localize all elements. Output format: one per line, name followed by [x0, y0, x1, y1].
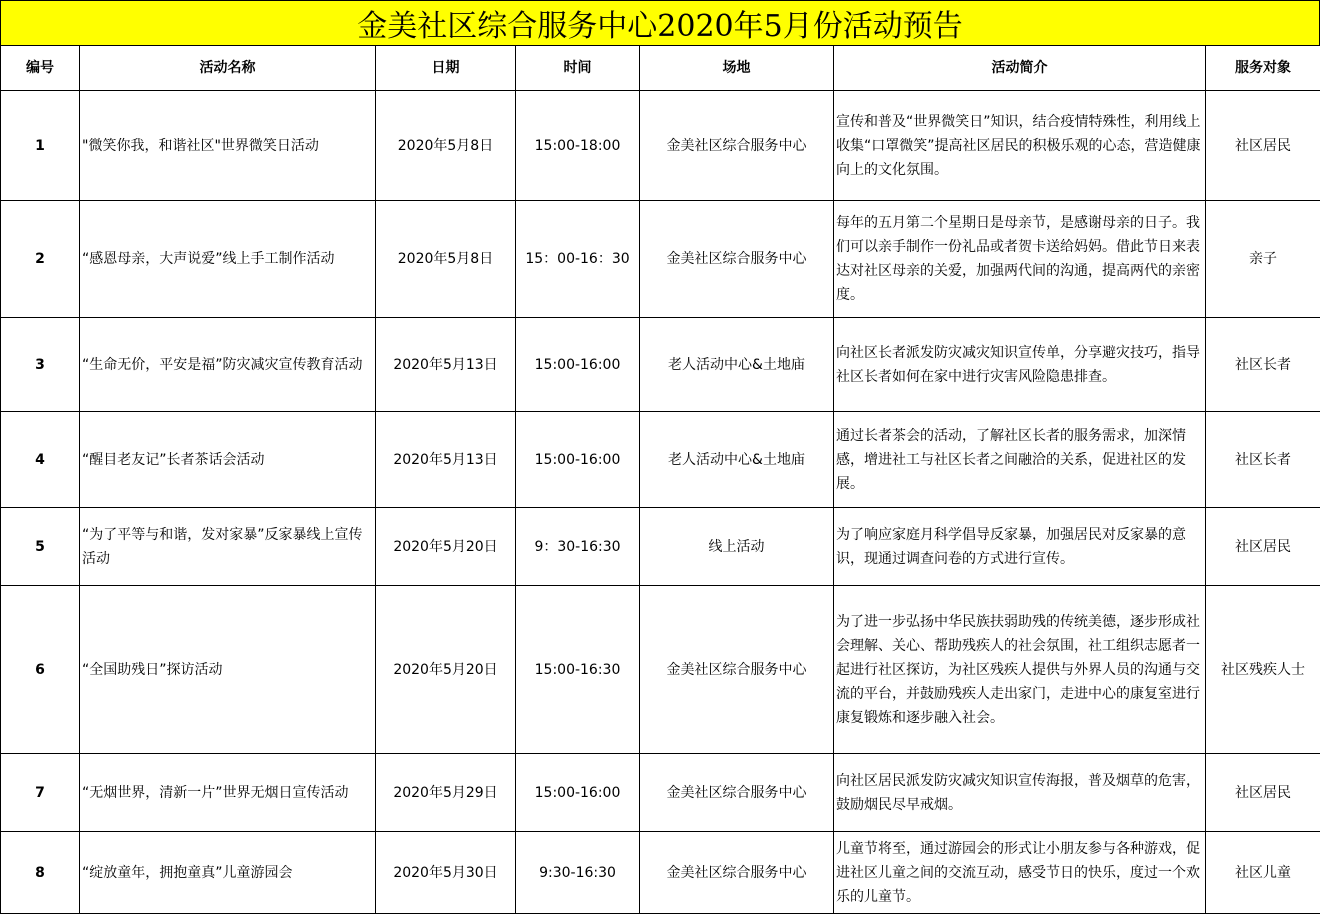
cell-target: 社区残疾人士 — [1206, 586, 1320, 754]
header-name: 活动名称 — [80, 46, 376, 91]
cell-desc: 每年的五月第二个星期日是母亲节，是感谢母亲的日子。我们可以亲手制作一份礼品或者贺卡送给妈妈。借此节日来表达对社区母亲的关爱，加强两代间的沟通，提高两代的亲密度。 — [834, 201, 1206, 318]
cell-target: 社区长者 — [1206, 318, 1320, 412]
cell-target: 社区长者 — [1206, 412, 1320, 508]
cell-no: 7 — [1, 754, 80, 832]
table-row — [1, 91, 1320, 201]
cell-no: 5 — [1, 508, 80, 586]
cell-date: 2020年5月29日 — [376, 754, 516, 832]
cell-target: 社区居民 — [1206, 91, 1320, 201]
cell-target: 社区儿童 — [1206, 832, 1320, 914]
header-venue: 场地 — [640, 46, 834, 91]
cell-name: “生命无价，平安是福”防灾减灾宣传教育活动 — [80, 318, 376, 412]
cell-name: “为了平等与和谐，发对家暴”反家暴线上宣传活动 — [80, 508, 376, 586]
header-date: 日期 — [376, 46, 516, 91]
cell-time: 15:00-16:30 — [516, 586, 640, 754]
cell-desc: 儿童节将至，通过游园会的形式让小朋友参与各种游戏，促进社区儿童之间的交流互动，感受节日的快乐，度过一个欢乐的儿童节。 — [834, 832, 1206, 914]
cell-name: “感恩母亲，大声说爱”线上手工制作活动 — [80, 201, 376, 318]
cell-date: 2020年5月20日 — [376, 586, 516, 754]
cell-time: 15:00-18:00 — [516, 91, 640, 201]
cell-venue: 老人活动中心&土地庙 — [640, 412, 834, 508]
cell-time: 15:00-16:00 — [516, 318, 640, 412]
cell-venue: 金美社区综合服务中心 — [640, 201, 834, 318]
cell-no: 4 — [1, 412, 80, 508]
cell-time: 15:00-16:00 — [516, 412, 640, 508]
cell-desc: 向社区居民派发防灾减灾知识宣传海报，普及烟草的危害，鼓励烟民尽早戒烟。 — [834, 754, 1206, 832]
cell-desc: 宣传和普及“世界微笑日”知识，结合疫情特殊性，利用线上收集“口罩微笑”提高社区居民的积极乐观的心态，营造健康向上的文化氛围。 — [834, 91, 1206, 201]
cell-no: 6 — [1, 586, 80, 754]
cell-name: “绽放童年，拥抱童真”儿童游园会 — [80, 832, 376, 914]
cell-time: 9：30-16:30 — [516, 508, 640, 586]
cell-date: 2020年5月8日 — [376, 201, 516, 318]
cell-target: 亲子 — [1206, 201, 1320, 318]
cell-date: 2020年5月8日 — [376, 91, 516, 201]
table-row — [1, 201, 1320, 318]
cell-time: 15:00-16:00 — [516, 754, 640, 832]
cell-desc: 向社区长者派发防灾减灾知识宣传单，分享避灾技巧，指导社区长者如何在家中进行灾害风险隐患排查。 — [834, 318, 1206, 412]
cell-venue: 线上活动 — [640, 508, 834, 586]
cell-date: 2020年5月30日 — [376, 832, 516, 914]
cell-venue: 金美社区综合服务中心 — [640, 586, 834, 754]
header-time: 时间 — [516, 46, 640, 91]
cell-target: 社区居民 — [1206, 754, 1320, 832]
cell-name: “醒目老友记”长者茶话会活动 — [80, 412, 376, 508]
header-desc: 活动简介 — [834, 46, 1206, 91]
cell-venue: 金美社区综合服务中心 — [640, 754, 834, 832]
table-row — [1, 412, 1320, 508]
cell-venue: 金美社区综合服务中心 — [640, 91, 834, 201]
cell-date: 2020年5月13日 — [376, 318, 516, 412]
header-row — [1, 46, 1320, 91]
sheet-title: 金美社区综合服务中心2020年5月份活动预告 — [0, 0, 1320, 46]
activity-table — [0, 45, 1320, 914]
cell-time: 15：00-16：30 — [516, 201, 640, 318]
cell-no: 2 — [1, 201, 80, 318]
cell-no: 1 — [1, 91, 80, 201]
header-no: 编号 — [1, 46, 80, 91]
table-row — [1, 586, 1320, 754]
cell-date: 2020年5月20日 — [376, 508, 516, 586]
cell-name: “无烟世界，清新一片”世界无烟日宣传活动 — [80, 754, 376, 832]
cell-desc: 为了响应家庭月科学倡导反家暴，加强居民对反家暴的意识，现通过调查问卷的方式进行宣传。 — [834, 508, 1206, 586]
header-target: 服务对象 — [1206, 46, 1320, 91]
table-row — [1, 508, 1320, 586]
cell-name: "微笑你我，和谐社区"世界微笑日活动 — [80, 91, 376, 201]
cell-no: 3 — [1, 318, 80, 412]
cell-desc: 为了进一步弘扬中华民族扶弱助残的传统美德，逐步形成社会理解、关心、帮助残疾人的社会氛围，社工组织志愿者一起进行社区探访，为社区残疾人提供与外界人员的沟通与交流的平台，并鼓励残疾人走出家门，走进中心的康复室进行康复锻炼和逐步融入社会。 — [834, 586, 1206, 754]
cell-venue: 老人活动中心&土地庙 — [640, 318, 834, 412]
table-row — [1, 318, 1320, 412]
cell-time: 9:30-16:30 — [516, 832, 640, 914]
table-row — [1, 754, 1320, 832]
cell-venue: 金美社区综合服务中心 — [640, 832, 834, 914]
cell-no: 8 — [1, 832, 80, 914]
cell-target: 社区居民 — [1206, 508, 1320, 586]
cell-desc: 通过长者茶会的活动，了解社区长者的服务需求，加深情感，增进社工与社区长者之间融洽的关系，促进社区的发展。 — [834, 412, 1206, 508]
table-row — [1, 832, 1320, 914]
cell-name: “全国助残日”探访活动 — [80, 586, 376, 754]
cell-date: 2020年5月13日 — [376, 412, 516, 508]
